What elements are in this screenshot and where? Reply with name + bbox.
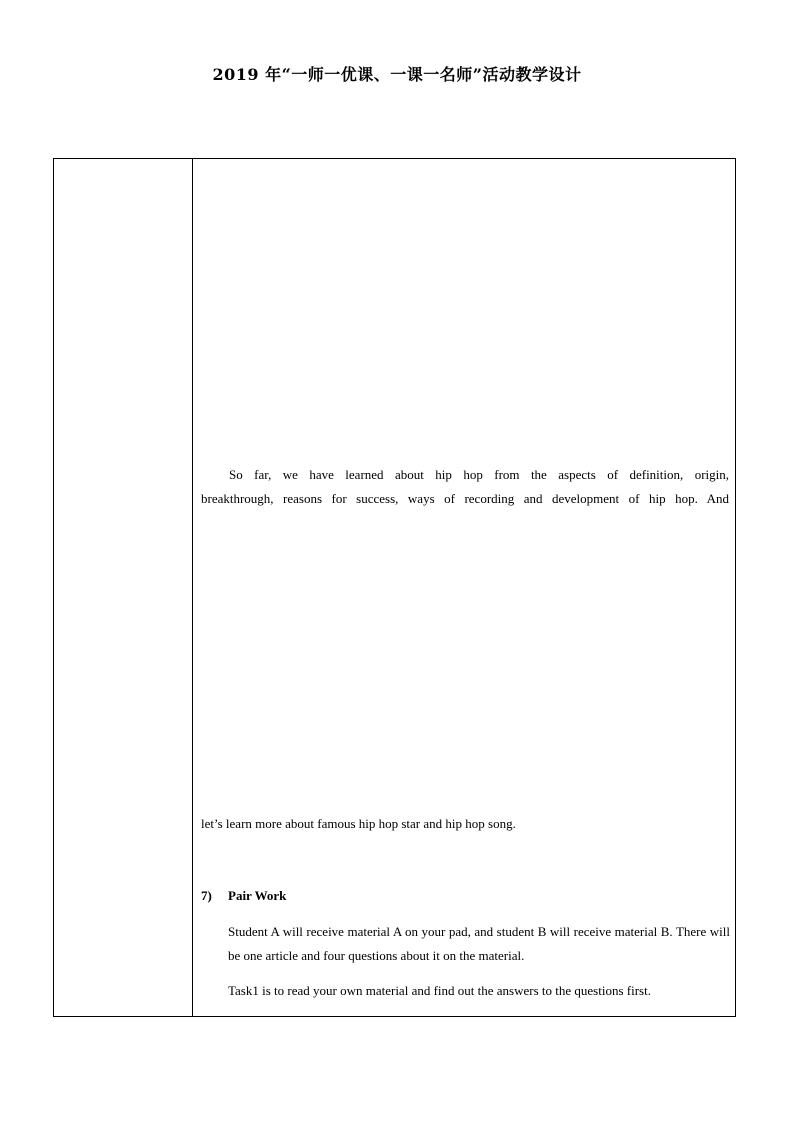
paragraph-summary [201, 463, 729, 511]
lesson-plan-table [53, 158, 736, 1017]
paragraph-task1: Task1 is to read your own material and find out the answers to the questions first. [228, 983, 651, 998]
paragraph-summary-line1: So far, we have learned about hip hop from the aspects of definition, origin, [229, 467, 729, 482]
page-title: 2019 年“一师一优课、一课一名师”活动教学设计 [212, 65, 582, 84]
section-heading [201, 884, 286, 908]
table-left-column [54, 159, 193, 1016]
section-title: Pair Work [228, 888, 287, 903]
paragraph-transition: let’s learn more about famous hip hop star and hip hop song. [201, 816, 516, 831]
paragraph-pair-work-instructions: Student A will receive material A on your pad, and student B will receive material B. There will be one article and four questions about it on the material. [228, 924, 730, 963]
table-right-column [193, 159, 735, 1016]
paragraph-summary-line2: breakthrough, reasons for success, ways of recording and development of hip hop. And [201, 491, 729, 506]
section-number: 7) [201, 888, 212, 903]
